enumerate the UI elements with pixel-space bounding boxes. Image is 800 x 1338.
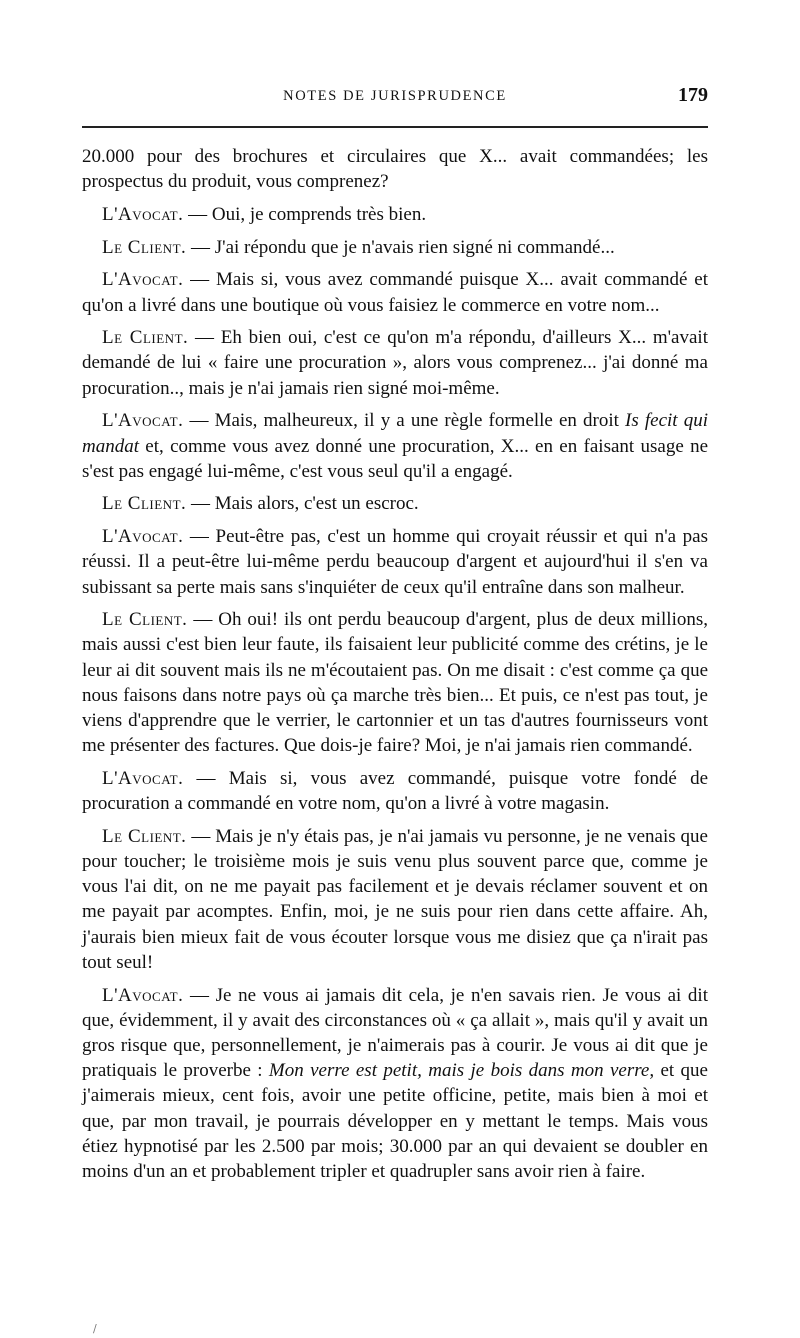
body-text (82, 144, 708, 1192)
header-rule (82, 126, 708, 128)
speaker-label: Le Client. (102, 327, 189, 349)
paragraph-text: et, comme vous avez donné une procuration, X... en en faisant usage ne s'est pas engagé lui-même, c'est vous seul qu'il a engagé. (82, 435, 708, 482)
page-number: 179 (678, 84, 708, 106)
paragraph (82, 766, 708, 816)
speaker-label: L'Avocat. (102, 269, 184, 291)
paragraph (82, 325, 708, 401)
speaker-label: L'Avocat. (102, 526, 184, 548)
paragraph-text: et que j'aimerais mieux, cent fois, avoir une petite officine, petite, mais bien à moi et que, par mon travail, je pourrais développer en y mettant le temps. Mais vous étiez hypnotisé par les 2.500 par mois; 30.000 par an qui devaient se doubler en moins d'un an et probablement tripler et quadrupler sans avoir rien à faire. (82, 1060, 708, 1183)
paragraph (82, 607, 708, 758)
paragraph-text: — Oui, je comprends très bien. (183, 203, 427, 225)
speaker-label: Le Client. (102, 825, 187, 847)
speaker-label: Le Client. (102, 493, 187, 515)
paragraph (82, 524, 708, 600)
paragraph-text: — Mais si, vous avez commandé, puisque votre fondé de procuration a commandé en votre nom, qu'on a livré à votre magasin. (82, 767, 708, 815)
paragraph-text: — Peut-être pas, c'est un homme qui croyait réussir et qui n'a pas réussi. Il a peut-être lui-même perdu beaucoup d'argent et aujourd'hui il s'en va subissant sa perte mais sans s'inquiéter de ceux qu'il entraîne dans son malheur. (82, 526, 708, 598)
running-title: NOTES DE JURISPRUDENCE (283, 88, 507, 104)
speaker-label: Le Client. (102, 609, 188, 631)
speaker-label: L'Avocat. (102, 410, 184, 432)
paragraph-text: 20.000 pour des brochures et circulaires que X... avait commandées; les prospectus du produit, vous comprenez? (82, 146, 708, 193)
paragraph (82, 235, 708, 260)
paragraph-text: — Mais, malheureux, il y a une règle formelle en droit (183, 410, 626, 432)
paragraph (82, 824, 708, 975)
paragraph (82, 267, 708, 317)
paragraph (82, 144, 708, 194)
speaker-label: Le Client. (102, 236, 187, 258)
running-header (82, 84, 708, 116)
paragraph (82, 983, 708, 1185)
speaker-label: L'Avocat. (102, 984, 184, 1006)
speaker-label: L'Avocat. (102, 767, 184, 789)
paragraph (82, 202, 708, 227)
paragraph (82, 491, 708, 516)
paragraph-text: — Oh oui! ils ont perdu beaucoup d'argent, plus de deux millions, mais aussi c'est bien leur faute, ils faisaient leur publicité comme des crétins, je le leur ai dit souvent mais ils ne m'écoutaient pas. On me disait : c'est comme ça que nous faisons dans notre pays où ça marche très bien... Et puis, ce n'est pas tout, je viens d'apprendre que le verrier, le cartonnier et un tas d'autres fournisseurs vont me présenter des factures. Que dois-je faire? Moi, je n'ai jamais rien commandé. (82, 609, 708, 757)
paragraph-text: — Eh bien oui, c'est ce qu'on m'a répondu, d'ailleurs X... m'avait demandé de lui « faire une procuration », alors vous comprenez... j'ai donné ma procuration.., mais je n'ai jamais rien signé moi-même. (82, 327, 708, 399)
paragraph-text: — Mais si, vous avez commandé puisque X... avait commandé et qu'on a livré dans une boutique où vous faisiez le commerce en votre nom... (82, 269, 708, 316)
paragraph-text: — J'ai répondu que je n'avais rien signé ni commandé... (186, 236, 615, 258)
paragraph-text: — Je ne vous ai jamais dit cela, je n'en savais rien. Je vous ai dit que, évidemment, il y avait des circonstances où « ça allait », mais qu'il y avait un gros risque que, personnellement, je n'aimerais pas à courir. Je vous ai dit que je pratiquais le proverbe : (82, 984, 708, 1082)
paragraph-text: — Mais alors, c'est un escroc. (186, 493, 419, 515)
speaker-label: L'Avocat. (102, 203, 184, 225)
stray-mark: / (93, 1322, 97, 1335)
proverb: Mon verre est petit, mais je bois dans mon verre, (268, 1060, 655, 1082)
paragraph-text: — Mais je n'y étais pas, je n'ai jamais vu personne, je ne venais que pour toucher; le troisième mois je suis venu plus souvent parce que, comme je vous l'ai dit, on ne me payait pas facilement et je devais réclamer souvent et on me payait par acomptes. Enfin, moi, je ne suis pour rien dans cette affaire. Ah, j'aurais bien mieux fait de vous écouter lorsque vous me disiez que ça n'irait pas tout seul! (82, 825, 708, 973)
paragraph (82, 408, 708, 484)
latin-maxim: Is fecit qui mandat (82, 410, 708, 457)
